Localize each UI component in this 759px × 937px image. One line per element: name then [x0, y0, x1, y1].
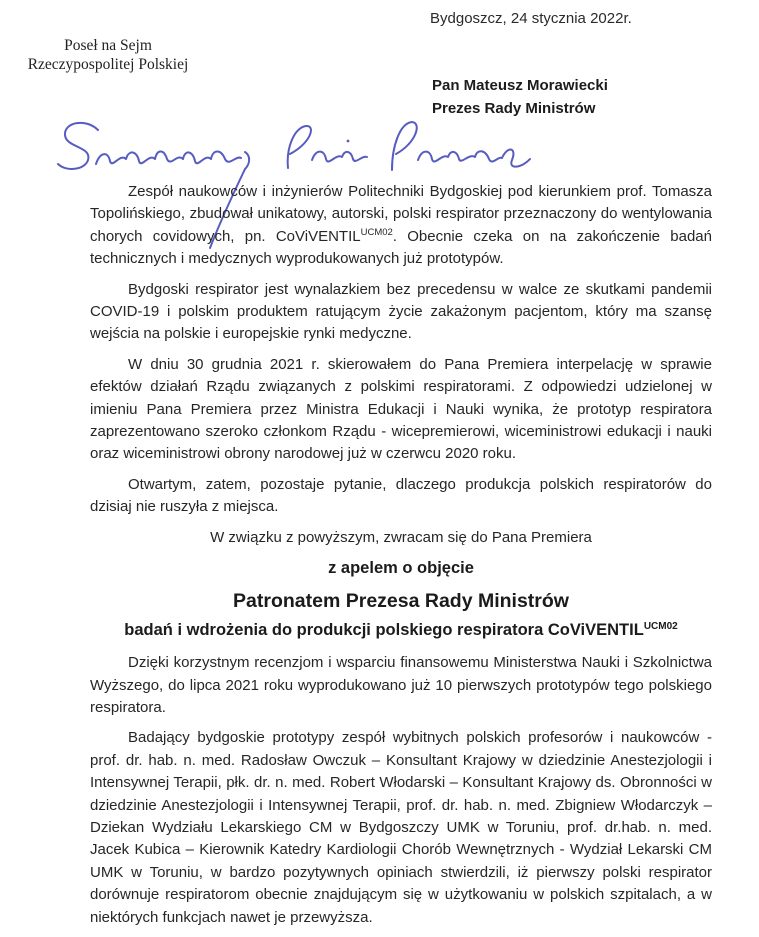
product-superscript: UCM02: [643, 621, 678, 633]
date-line: Bydgoszcz, 24 stycznia 2022r.: [430, 10, 632, 27]
paragraph-4: Otwartym, zatem, pozostaje pytanie, dlaczego produkcja polskich respiratorów do dzisiaj nie ruszyła z miejsca.: [90, 475, 712, 516]
appeal-intro: W związku z powyższym, zwracam się do Pana Premiera: [210, 528, 592, 546]
paragraph-2: Bydgoski respirator jest wynalazkiem bez precedensu w walce ze skutkami pandemii COVID-19 i polskim produktem ratującym życie zakażonym pacjentom, który ma szansę wejścia na polskie i europejskie rynki medyczne.: [90, 280, 712, 343]
paragraph-5: Dzięki korzystnym recenzjom i wsparciu finansowemu Ministerstwa Nauki i Szkolnictwa Wyższego, do lipca 2021 roku wyprodukowano już 10 pierwszych prototypów tego polskiego respiratora.: [90, 654, 712, 716]
letterhead-line-1: Poseł na Sejm: [64, 37, 152, 54]
paragraph-1-text: Zespół naukowców i inżynierów Politechniki Bydgoskiej pod kierunkiem prof. Tomasza Topolińskiego, zbudował unikatowy, autorski, polski respirator przeznaczony do wentylowania chorych covidowych, pn.: [90, 183, 712, 245]
appeal-subtitle: [90, 617, 712, 643]
addressee-block: [432, 74, 608, 120]
addressee-name: Pan Mateusz Morawiecki: [432, 77, 608, 94]
addressee-title: Prezes Rady Ministrów: [432, 100, 596, 117]
appeal-subtitle-text: badań i wdrożenia do produkcji polskiego respiratora: [124, 621, 548, 640]
product-name: CoViVENTIL: [275, 227, 361, 245]
product-superscript: UCM02: [360, 226, 393, 238]
letterhead-line-2: Rzeczypospolitej Polskiej: [27, 56, 189, 73]
letter-body: [90, 181, 712, 937]
appeal-line-1: z apelem o objęcie: [328, 559, 474, 578]
appeal-title: Patronatem Prezesa Rady Ministrów: [233, 590, 569, 613]
paragraph-1: [90, 181, 712, 271]
paragraph-3: W dniu 30 grudnia 2021 r. skierowałem do Pana Premiera interpelację w sprawie efektów działań Rządu związanych z polskimi respiratorami. Z odpowiedzi udzielonej w imieniu Pana Premiera przez Ministra Edukacji i Nauki wynika, że prototyp respiratora zaprezentowano szeroko członkom Rządu - wicepremierowi, wiceministrowi edukacji i nauki oraz wiceministrowi obrony narodowej już w czerwcu 2020 roku.: [90, 355, 712, 463]
product-name: CoViVENTIL: [547, 621, 644, 640]
paragraph-6: Badający bydgoskie prototypy zespół wybitnych polskich profesorów i naukowców - prof. dr. hab. n. med. Radosław Owczuk – Konsultant Krajowy w dziedzinie Anestezjologii i Intensywnej Terapii, płk. dr. n. med. Robert Włodarski – Konsultant Krajowy ds. Obronności w dziedzinie Anestezjologii i Intensywnej Terapii, prof. dr. hab. n. med. Zbigniew Włodarczyk – Dziekan Wydziału Lekarskiego CM w Bydgoszczy UMK w Toruniu, prof. dr.hab. n. med. Jacek Kubica – Kierownik Katedry Kardiologii Chorób Wewnętrznych - Wydział Lekarski CM UMK w Toruniu, w bardzo pozytywnych opiniach stwierdzili, iż pierwszy polski respirator dorównuje respiratorom obecnie znajdującym się w użytkowaniu w polskich szpitalach, a w niektórych funkcjach nawet je przewyższa.: [90, 729, 712, 926]
sender-letterhead: [8, 36, 208, 74]
paragraph-1-text-after: . Obecnie czeka on na zakończenie badań technicznych i medycznych wyprodukowanych już prototypów.: [90, 227, 712, 268]
